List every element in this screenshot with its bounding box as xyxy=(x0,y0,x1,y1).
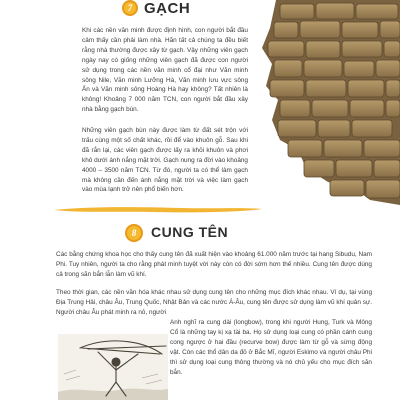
section-number-7: 7 xyxy=(127,3,133,13)
bow-paragraph-1: Các bằng chứng khoa học cho thấy cung tên đã xuất hiện vào khoảng 61.000 năm trước tại hang Sibudu, Nam Phi. Tuy nhiên, người ta cho rằng phát minh tuyệt vời này còn có đời sớm hơn thế nhiều. Cung tên được dùng cả trong săn bắn lẫn làm vũ khí. xyxy=(56,251,372,278)
archer-sketch xyxy=(58,334,168,400)
section-number-8: 8 xyxy=(131,228,137,238)
bricks-paragraph-2: Những viên gạch bùn này được làm từ đất sét trộn với trấu cùng một số chất khác, rồi để vào khuôn gỗ. Sau khi đã rắn lại, các viên gạch được lấy ra khỏi khuôn và phơi khô dưới ánh nắng mặt trời. Gạch nung ra đời vào khoảng 4000 – 3500 năm TCN. Từ đó, người ta có thể làm gạch mà không cần đến ánh nắng mặt trời và việc làm gạch vào mùa lạnh trở nên phổ biến hơn. xyxy=(82,127,248,194)
section-title-bow-and-arrow: CUNG TÊN xyxy=(151,224,229,240)
section-number-badge-8 xyxy=(125,224,143,242)
section-title-bricks: GẠCH xyxy=(144,0,191,17)
brick-wall-image xyxy=(258,0,400,205)
section-number-badge-7 xyxy=(122,0,138,16)
bricks-paragraph-1: Khi các nền văn minh được định hình, con người bắt đầu cảm thấy cần phải làm nhà. Hãn tất cả chúng ta đều biết rằng nhà thường được xây từ gạch. Vậy những viên gạch ngày nay có giống những viên gạch đã được con người sử dụng trong các nền văn minh cổ đại như Văn minh sông Nile, Văn minh Lưỡng Hà, Văn minh lưu vực sông Ấn và Văn minh sông Hoàng Hà hay không? Tất nhiên là không! Khoảng 7 000 năm TCN, con người bắt đầu xây nhà bằng gạch bùn. xyxy=(82,27,248,114)
bow-paragraph-2-full-width: Theo thời gian, các nền văn hóa khác nhau sử dụng cung tên cho những mục đích khác nhau. Ví dụ, tại vùng Địa Trung Hải, châu Âu, Trung Quốc, Nhật Bản và các nước Á-Âu, cung tên được sử dụng làm vũ khí quân sự. Người châu Âu phát minh ra nỏ, người xyxy=(56,289,372,316)
brush-stroke-divider xyxy=(52,204,264,214)
bow-paragraph-2-side: Anh nghĩ ra cung dài (longbow), trong khi người Hung, Turk và Mông Cổ là những tay kị xạ tài ba. Họ sử dụng loại cung có phần cánh cung cong ngược ở hai đầu (recurve bow) được làm từ gỗ và sừng động vật. Còn các thổ dân da đỏ ở Bắc Mĩ, người Eskimo và người châu Phi thì sử dụng loại cung thông thường và nó chủ yếu cho mục đích săn bắn. xyxy=(170,319,372,376)
